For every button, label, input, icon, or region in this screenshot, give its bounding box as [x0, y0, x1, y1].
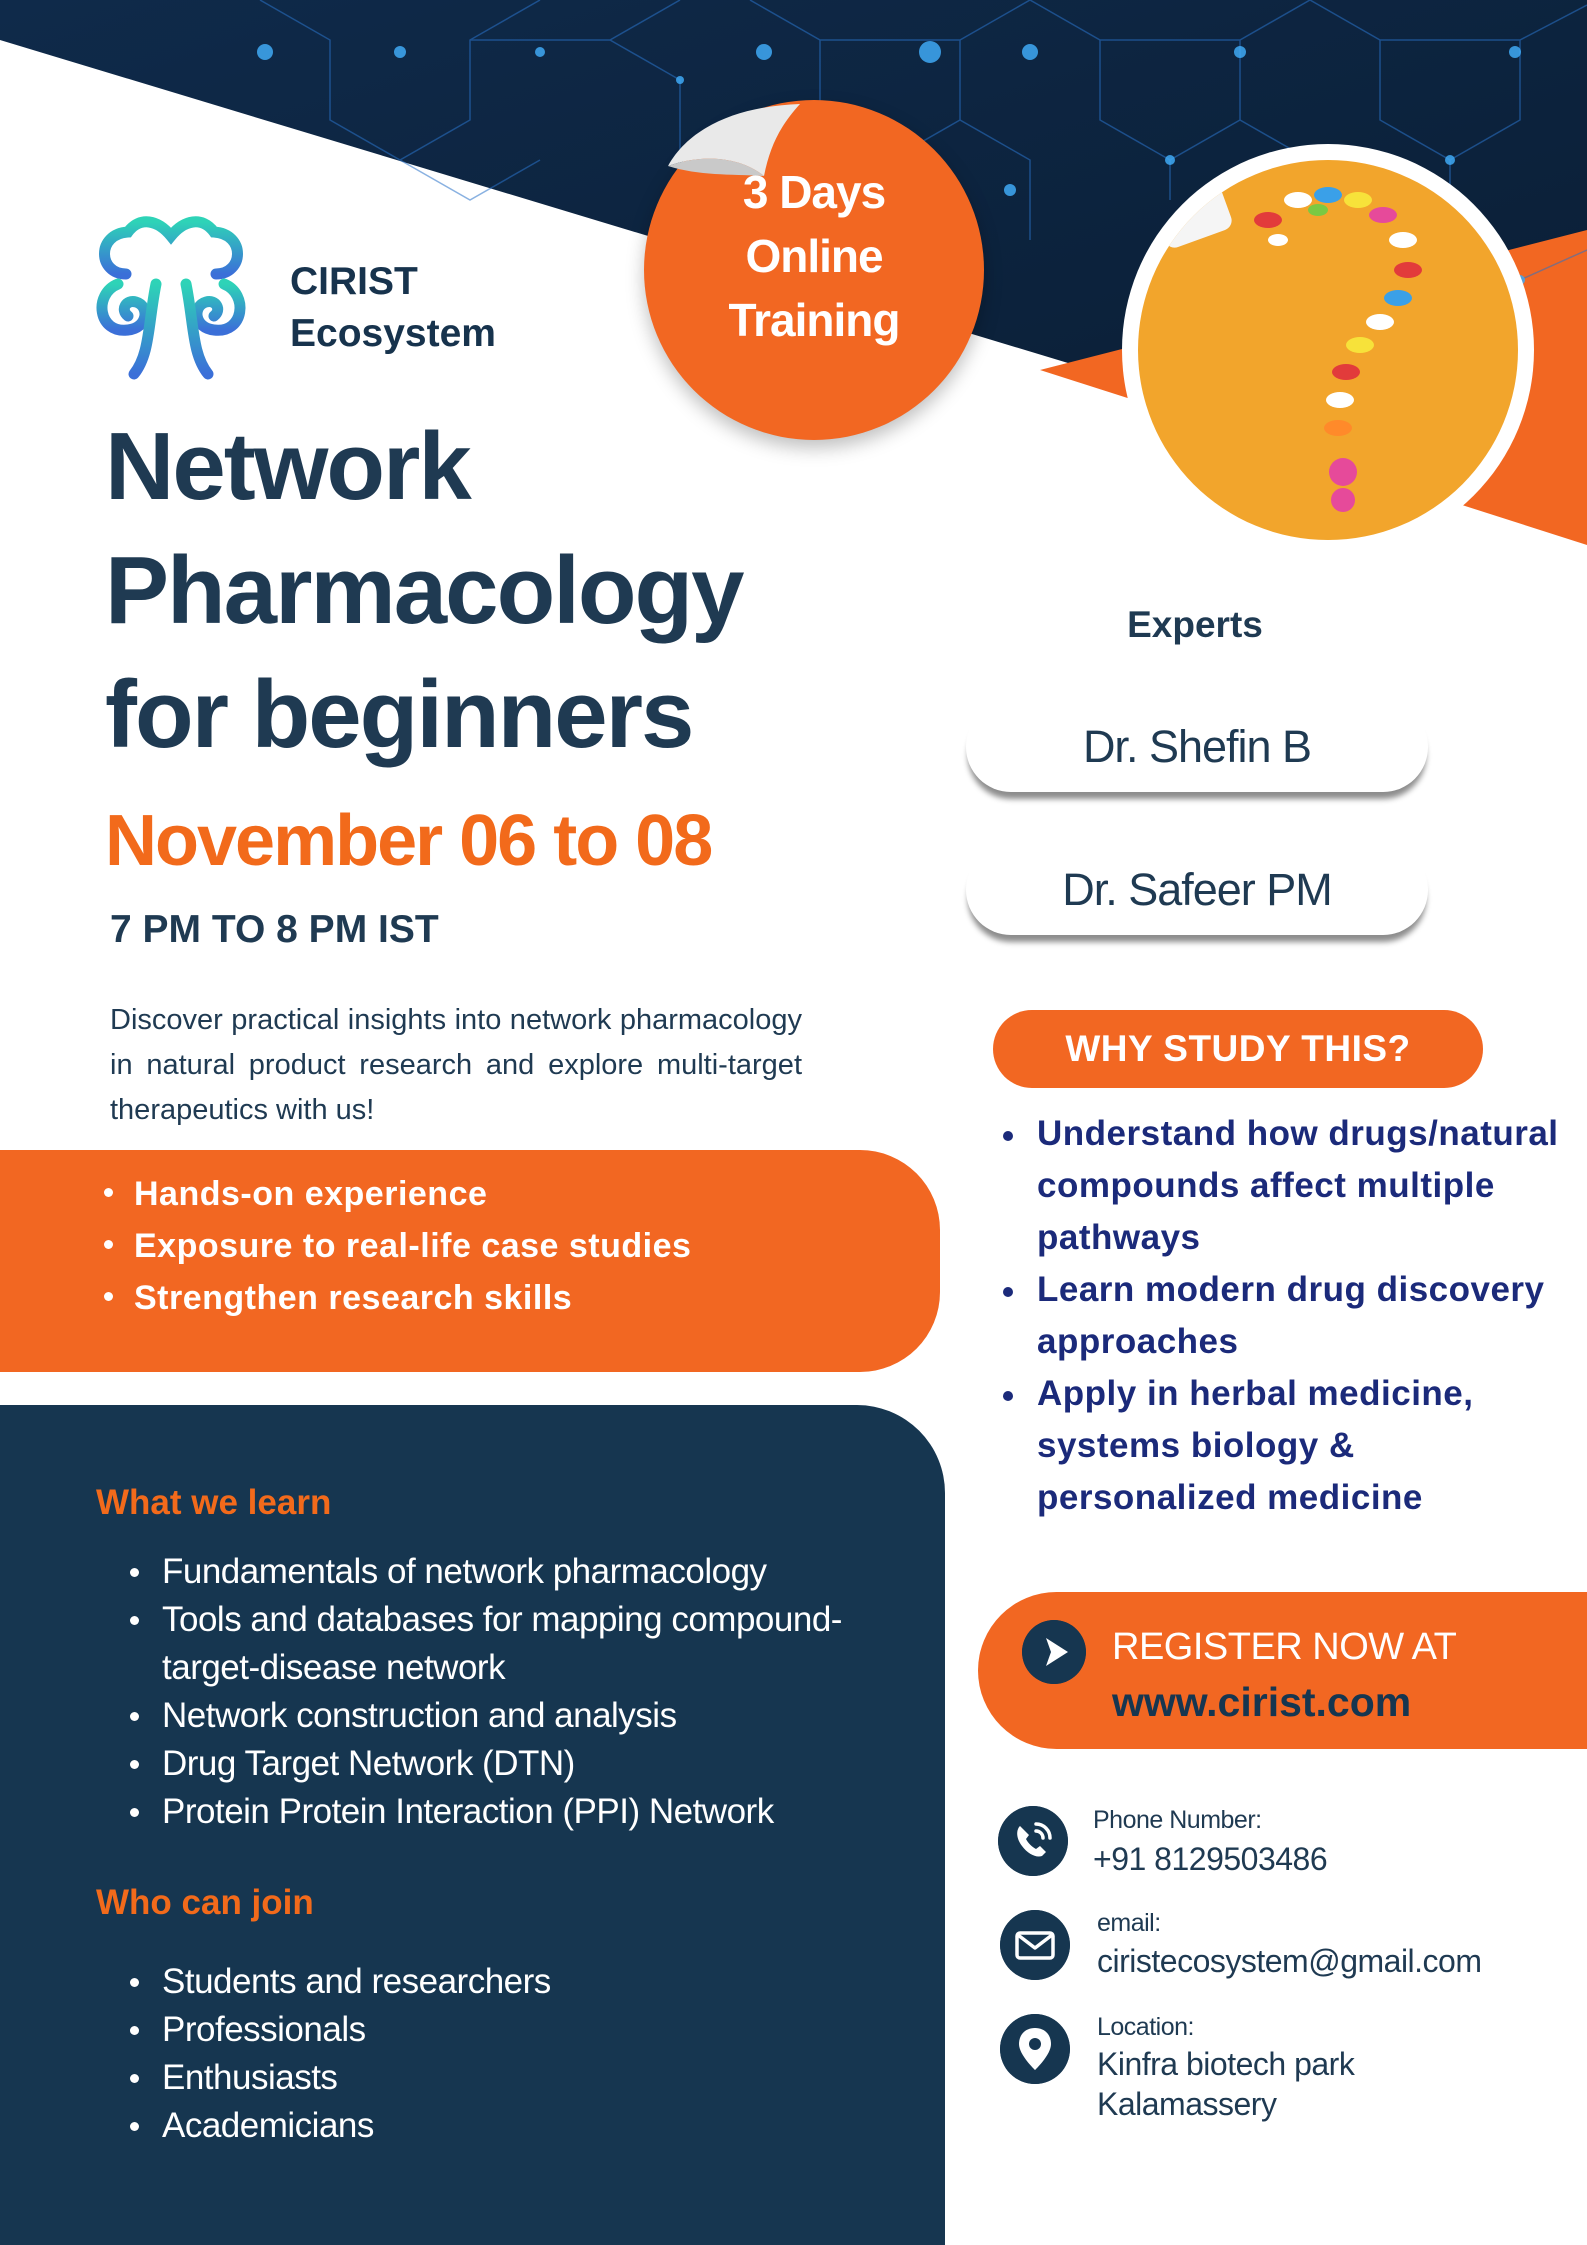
arrow-right-icon: [1022, 1620, 1086, 1684]
highlight-item: [104, 1168, 691, 1220]
event-time: 7 PM TO 8 PM IST: [110, 908, 439, 951]
what-we-learn-list: [130, 1548, 910, 1836]
who-can-join-list: [130, 1958, 730, 2150]
location-line1: Kinfra biotech park: [1097, 2046, 1355, 2082]
join-item: Academicians: [130, 2102, 730, 2150]
what-we-learn-heading: What we learn: [96, 1483, 332, 1522]
why-item: Learn modern drug discovery approaches: [1003, 1264, 1563, 1368]
badge-line2: Online: [745, 230, 883, 282]
join-item: Enthusiasts: [130, 2054, 730, 2102]
phone-label: Phone Number:: [1093, 1806, 1262, 1834]
mail-icon: [1000, 1910, 1070, 1980]
location-line2: Kalamassery: [1097, 2086, 1277, 2122]
learn-item: Drug Target Network (DTN): [130, 1740, 910, 1788]
highlight-text: Strengthen research skills: [134, 1279, 573, 1317]
why-study-heading: WHY STUDY THIS?: [993, 1010, 1483, 1088]
title-line2: Pharmacology: [105, 537, 743, 644]
highlight-item: [104, 1272, 691, 1324]
learn-item: Network construction and analysis: [130, 1692, 910, 1740]
location-address: [1097, 2044, 1354, 2124]
badge-line1: 3 Days: [742, 166, 886, 218]
brand-name-line1: CIRIST: [290, 260, 418, 303]
badge-text: [644, 160, 984, 352]
expert-name-pill: Dr. Safeer PM: [966, 845, 1428, 935]
register-link[interactable]: www.cirist.com: [1112, 1679, 1412, 1725]
intro-paragraph: Discover practical insights into network pharmacology in natural product research and explore multi-target therapeutics with us!: [110, 1004, 802, 1126]
experts-heading: Experts: [1127, 604, 1263, 645]
why-study-list: [1003, 1108, 1563, 1524]
title-line3: for beginners: [105, 661, 693, 768]
event-title: [105, 405, 905, 777]
title-line1: Network: [105, 413, 470, 520]
location-label: Location:: [1097, 2013, 1194, 2041]
expert-name-pill: Dr. Shefin B: [966, 702, 1428, 792]
phone-icon: [998, 1806, 1068, 1876]
highlight-text: Hands-on experience: [134, 1175, 488, 1213]
why-item: Apply in herbal medicine, systems biology & personalized medicine: [1003, 1368, 1563, 1524]
phone-number[interactable]: +91 8129503486: [1093, 1841, 1328, 1877]
email-address[interactable]: ciristecosystem@gmail.com: [1097, 1943, 1482, 1979]
highlight-text: Exposure to real-life case studies: [134, 1227, 692, 1265]
join-item: Students and researchers: [130, 1958, 730, 2006]
join-item: Professionals: [130, 2006, 730, 2054]
learn-item: Fundamentals of network pharmacology: [130, 1548, 910, 1596]
badge-line3: Training: [728, 294, 900, 346]
highlights-list: [104, 1168, 691, 1324]
who-can-join-heading: Who can join: [96, 1883, 314, 1922]
learn-item: Tools and databases for mapping compound-target-disease network: [130, 1596, 910, 1692]
event-dates: November 06 to 08: [105, 801, 712, 881]
highlight-item: [104, 1220, 691, 1272]
pills-question-mark-image: [1118, 140, 1538, 560]
why-item: Understand how drugs/natural compounds affect multiple pathways: [1003, 1108, 1563, 1264]
brand-name-line2: Ecosystem: [290, 312, 496, 355]
logo-mark-icon: [88, 214, 254, 384]
learn-item: Protein Protein Interaction (PPI) Network: [130, 1788, 910, 1836]
register-label: REGISTER NOW AT: [1112, 1626, 1457, 1668]
email-label: email:: [1097, 1909, 1161, 1937]
brand-name: [290, 256, 496, 360]
location-pin-icon: [1000, 2014, 1070, 2084]
